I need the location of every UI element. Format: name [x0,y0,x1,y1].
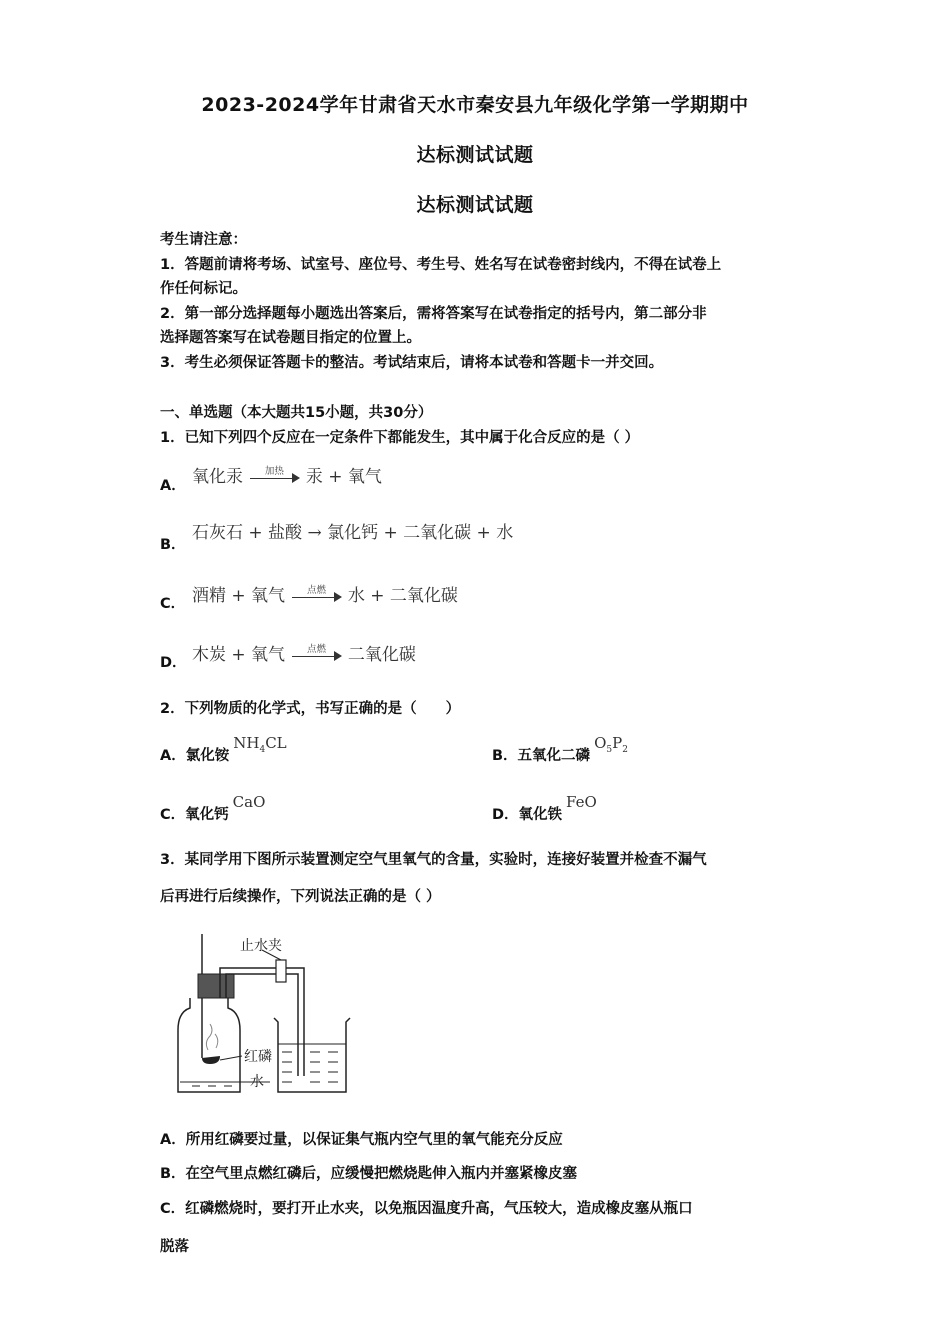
q1-option-c-label: C． [160,596,186,612]
phosphorus-label: 红磷 [244,1049,272,1065]
beaker [274,1018,350,1092]
q1-d-condition-arrow [290,643,342,665]
q2-option-a-formula: $NH_4CL$ [233,734,287,755]
q2-option-b-label: B．五氧化二磷 [492,748,591,764]
q1-option-a-label: A． [160,478,186,494]
q1-option-b-label: B． [160,537,186,553]
notice-item2-line1: 2．第一部分选择题每小题选出答案后，需将答案写在试卷指定的括号内，第二部分非 [160,306,707,322]
q1-option-b-equation: 石灰石 + 盐酸 → 氯化钙 + 二氧化碳 + 水 [192,523,514,543]
combustion-spoon [202,1056,220,1064]
section1-heading: 一、单选题（本大题共15小题，共30分） [160,405,433,421]
q3-option-b: B．在空气里点燃红磷后，应缓慢把燃烧匙伸入瓶内并塞紧橡皮塞 [160,1166,578,1182]
q2-option-a [160,734,287,767]
q2-option-a-label: A．氯化铵 [160,748,230,764]
q1-stem: 1．已知下列四个反应在一定条件下都能发生，其中属于化合反应的是（ ） [160,430,640,446]
q1-c-reactants: 酒精 + 氧气 [192,586,286,606]
q1-option-c-equation [192,581,458,606]
q1-a-condition-text: 加热 [264,465,284,477]
q1-c-condition-arrow [290,584,342,606]
q2-stem: 2．下列物质的化学式，书写正确的是（ ） [160,701,461,717]
q3-stem-line2: 后再进行后续操作，下列说法正确的是（ ） [160,889,441,905]
q1-option-d-label: D． [160,655,187,671]
q2-option-b-formula: $O_5P_2$ [594,734,628,755]
q1-d-products: 二氧化碳 [347,645,416,665]
q1-c-products: 水 + 二氧化碳 [347,586,458,606]
exam-title-line1: 2023-2024学年甘肃省天水市秦安县九年级化学第一学期期中 [201,94,749,116]
q3-option-c-line1: C．红磷燃烧时，要打开止水夹，以免瓶因温度升高，气压较大，造成橡皮塞从瓶口 [160,1201,693,1217]
q2-option-c-formula: CaO [232,793,266,811]
exam-subtitle: 达标测试试题 [416,194,534,216]
water-label: 水 [250,1074,264,1090]
q1-a-products: 汞 + 氧气 [305,467,382,487]
q1-option-d-equation [192,640,416,665]
phosphorus-label-line [220,1056,242,1060]
q2-option-c-label: C．氧化钙 [160,807,229,823]
notice-heading: 考生请注意： [160,232,247,248]
notice-item3: 3．考生必须保证答题卡的整洁。考试结束后，请将本试卷和答题卡一并交回。 [160,355,664,371]
q3-stem-line1: 3．某同学用下图所示装置测定空气里氧气的含量，实验时，连接好装置并检查不漏气 [160,852,707,868]
smoke-icon [206,1024,212,1050]
q2-option-d-label: D．氧化铁 [492,807,563,823]
q1-d-condition-text: 点燃 [306,643,326,655]
notice-item1-line2: 作任何标记。 [160,281,247,297]
beaker-water-hatch [282,1052,338,1082]
notice-item1-line1: 1．答题前请将考场、试室号、座位号、考生号、姓名写在试卷密封线内，不得在试卷上 [160,257,722,273]
gas-bottle [178,998,240,1092]
q1-a-reactant: 氧化汞 [192,467,243,487]
q2-option-b [492,734,628,767]
q1-c-condition-text: 点燃 [306,584,326,596]
q2-option-d [492,793,597,824]
q3-option-a: A．所用红磷要过量，以保证集气瓶内空气里的氧气能充分反应 [160,1132,563,1148]
q2-option-d-formula: FeO [566,793,597,811]
notice-item2-line2: 选择题答案写在试卷题目指定的位置上。 [160,330,421,346]
rubber-stopper [198,974,234,998]
water-clamp [276,960,286,982]
q3-option-c-line2: 脱落 [160,1239,189,1255]
q1-a-condition-arrow [248,465,300,487]
clamp-label: 止水夹 [240,938,282,954]
q2-option-c [160,793,266,824]
q1-option-a-equation [192,462,382,487]
exam-title-line2: 达标测试试题 [416,144,534,166]
q1-d-reactants: 木炭 + 氧气 [192,645,286,665]
q3-apparatus-figure [170,930,360,1100]
